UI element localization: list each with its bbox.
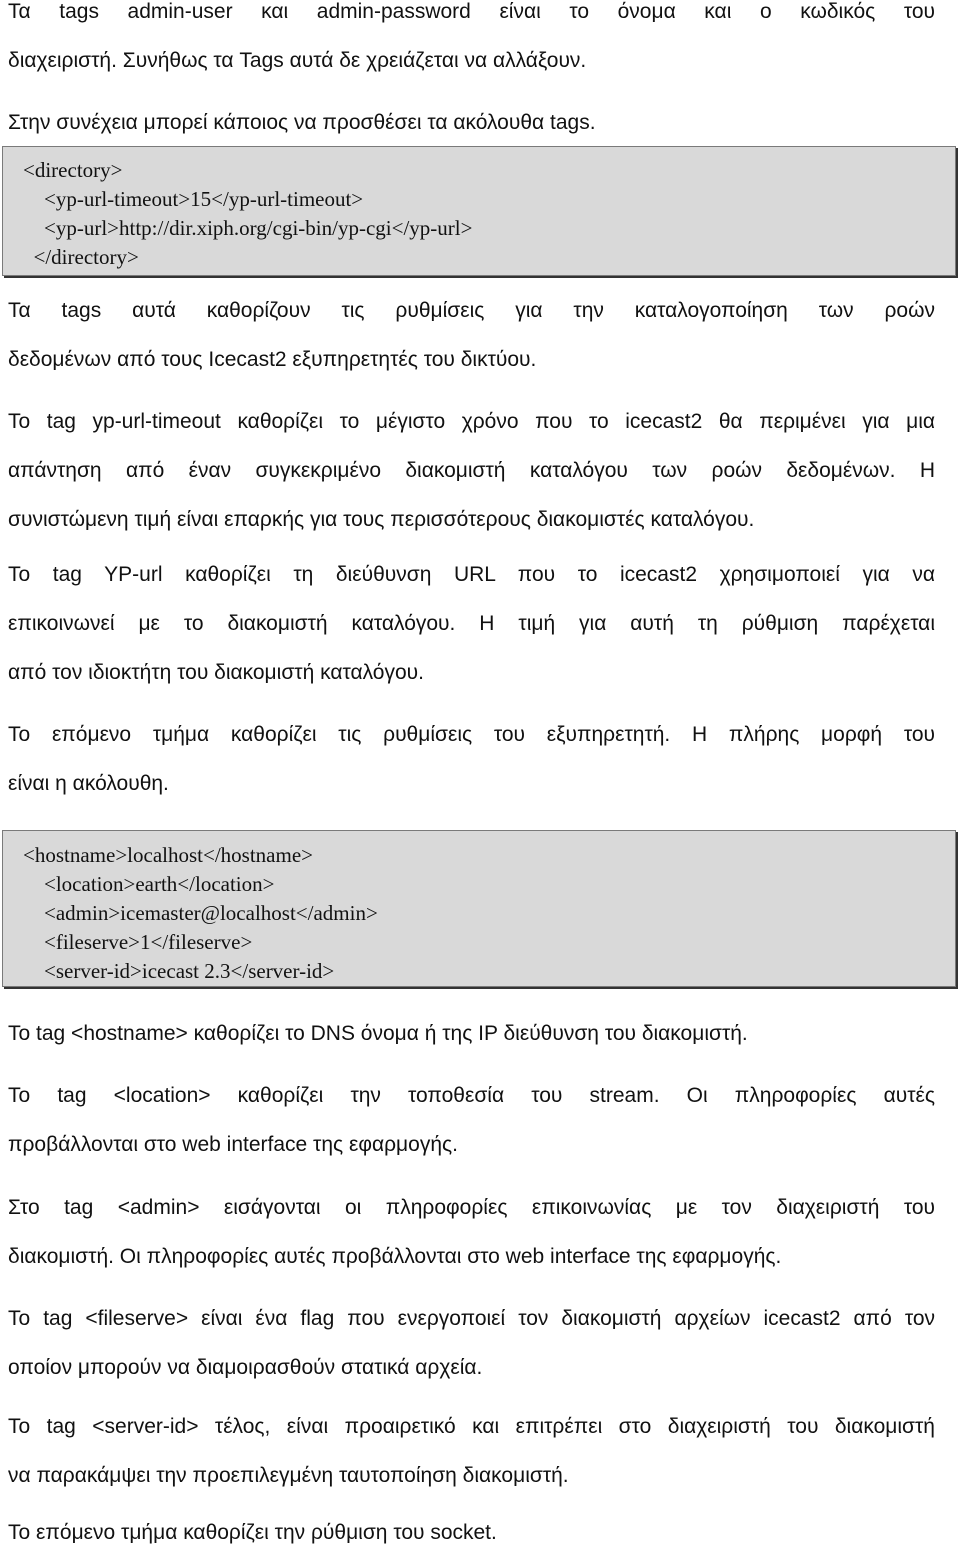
text-line: να παρακάμψει την προεπιλεγμένη ταυτοποίηση διακομιστή. [8, 1464, 569, 1487]
text-line: Τα tags αυτά καθορίζουν τις ρυθμίσεις για την καταλογοποίηση των ροών [8, 299, 935, 322]
text-line: οποίον μπορούν να διαμοιρασθούν στατικά αρχεία. [8, 1356, 483, 1379]
code-line: <yp-url>http://dir.xiph.org/cgi-bin/yp-cgi</yp-url> [23, 216, 473, 240]
text-line: Το tag <location> καθορίζει την τοποθεσία του stream. Οι πληροφορίες αυτές [8, 1084, 935, 1107]
text-line: Το επόμενο τμήμα καθορίζει την ρύθμιση του socket. [8, 1521, 497, 1544]
text-line: Το tag YP-url καθορίζει τη διεύθυνση URL που το icecast2 χρησιμοποιεί για να [8, 563, 935, 586]
text-line: είναι η ακόλουθη. [8, 772, 169, 795]
code-line: <location>earth</location> [23, 872, 275, 896]
code-block-directory [2, 146, 956, 276]
intro-paragraph-2 [8, 98, 935, 147]
paragraph-yp-url [8, 550, 935, 697]
code-line: <directory> [23, 158, 123, 182]
text-line: από τον ιδιοκτήτη του διακομιστή καταλόγου. [8, 661, 424, 684]
code-line: <hostname>localhost</hostname> [23, 843, 313, 867]
text-line: προβάλλονται στο web interface της εφαρμογής. [8, 1133, 458, 1156]
text-line: Στην συνέχεια μπορεί κάποιος να προσθέσει τα ακόλουθα tags. [8, 111, 596, 134]
text-line: Το tag <hostname> καθορίζει το DNS όνομα ή της IP διεύθυνση του διακομιστή. [8, 1022, 748, 1045]
text-line: διαχειριστή. Συνήθως τα Tags αυτά δε χρειάζεται να αλλάξουν. [8, 49, 587, 72]
code-block-server [2, 830, 956, 987]
paragraph-yp-url-timeout [8, 397, 935, 544]
paragraph-hostname [8, 1009, 935, 1058]
text-line: Το tag <fileserve> είναι ένα flag που ενεργοποιεί τον διακομιστή αρχείων icecast2 από τον [8, 1307, 935, 1330]
intro-paragraph [8, 0, 935, 85]
code-line: </directory> [23, 245, 139, 269]
text-line: απάντηση από έναν συγκεκριμένο διακομιστή καταλόγου των ροών δεδομένων. Η [8, 459, 935, 482]
paragraph-admin [8, 1183, 935, 1281]
paragraph-server-id [8, 1402, 935, 1500]
paragraph-next-section [8, 710, 935, 808]
code-line: <server-id>icecast 2.3</server-id> [23, 959, 335, 983]
text-line: Στο tag <admin> εισάγονται οι πληροφορίες επικοινωνίας με τον διαχειριστή του [8, 1196, 935, 1219]
text-line: Το επόμενο τμήμα καθορίζει τις ρυθμίσεις του εξυπηρετητή. Η πλήρης μορφή του [8, 723, 935, 746]
paragraph-socket [8, 1508, 935, 1557]
text-line: Τα tags admin-user και admin-password είναι το όνομα και ο κωδικός του [8, 0, 935, 23]
code-line: <fileserve>1</fileserve> [23, 930, 253, 954]
text-line: διακομιστή. Οι πληροφορίες αυτές προβάλλονται στο web interface της εφαρμογής. [8, 1245, 782, 1268]
text-line: επικοινωνεί με το διακομιστή καταλόγου. Η τιμή για αυτή τη ρύθμιση παρέχεται [8, 612, 935, 635]
text-line: Το tag <server-id> τέλος, είναι προαιρετικό και επιτρέπει στο διαχειριστή του διακομιστή [8, 1415, 935, 1438]
text-line: Το tag yp-url-timeout καθορίζει το μέγιστο χρόνο που το icecast2 θα περιμένει για μια [8, 410, 935, 433]
paragraph-tags [8, 286, 935, 384]
code-line: <admin>icemaster@localhost</admin> [23, 901, 378, 925]
paragraph-location [8, 1071, 935, 1169]
text-line: συνιστώμενη τιμή είναι επαρκής για τους περισσότερους διακομιστές καταλόγου. [8, 508, 755, 531]
text-line: δεδομένων από τους Icecast2 εξυπηρετητές του δικτύου. [8, 348, 537, 371]
code-line: <yp-url-timeout>15</yp-url-timeout> [23, 187, 364, 211]
paragraph-fileserve [8, 1294, 935, 1392]
